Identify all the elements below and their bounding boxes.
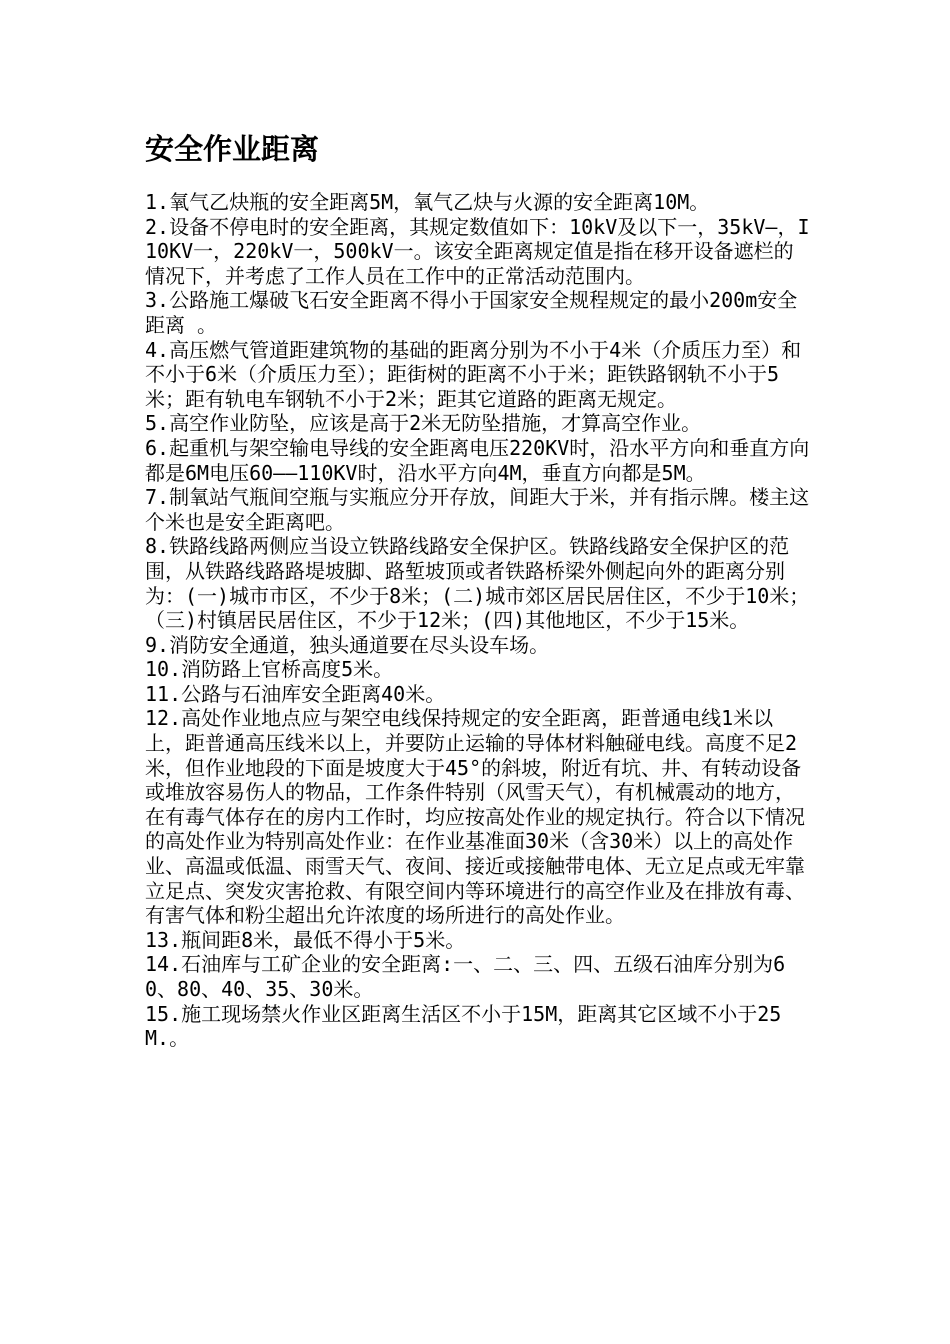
list-item: 7.制氧站气瓶间空瓶与实瓶应分开存放，间距大于米，并有指示牌。楼主这个米也是安全距离吧。 (145, 485, 810, 534)
list-item: 9.消防安全通道，独头通道要在尽头设车场。 (145, 632, 550, 657)
list-item: 1.氧气乙炔瓶的安全距离5M，氧气乙炔与火源的安全距离10M。 (145, 190, 710, 214)
list-item: 3.公路施工爆破飞石安全距离不得小于国家安全规程规定的最小200m安全距离 。 (145, 288, 798, 337)
list-item: 8.铁路线路两侧应当设立铁路线路安全保护区。铁路线路安全保护区的范围，从铁路线路路堤坡脚、路堑坡顶或者铁路桥梁外侧起向外的距离分别为：(一)城市市区，不少于8米；(二)城市郊区居民居住区，不少于10米；（三)村镇居民居住区，不少于12米；(四)其他地区，不少于15米。 (145, 534, 810, 633)
list-item: 6.起重机与架空输电导线的安全距离电压220KV时，沿水平方向和垂直方向都是6M电压60——110KV时，沿水平方向4M，垂直方向都是5M。 (145, 435, 810, 485)
list-item: 13.瓶间距8米，最低不得小于5米。 (145, 927, 466, 952)
safety-distance-list (145, 190, 813, 1051)
list-item: 11.公路与石油库安全距离40米。 (145, 681, 446, 706)
list-item: 4.高压燃气管道距建筑物的基础的距离分别为不小于4米（介质压力至）和不小于6米（介质压力至）；距街树的距离不小于米；距铁路钢轨不小于5米；距有轨电车钢轨不小于2米；距其它道路的距离无规定。 (145, 337, 802, 411)
document-title: 安全作业距离 (145, 132, 320, 166)
list-item: 2.设备不停电时的安全距离，其规定数值如下：10kV及以下一，35kV—，I10KV一，220kV一，500kV一。该安全距离规定值是指在移开设备遮栏的情况下，并考虑了工作人员在工作中的正常活动范围内。 (145, 214, 810, 288)
list-item: 14.石油库与工矿企业的安全距离:一、二、三、四、五级石油库分别为60、80、40、35、30米。 (145, 952, 786, 1001)
list-item: 10.消防路上官桥高度5米。 (145, 657, 394, 682)
list-item: 5.高空作业防坠，应该是高于2米无防坠措施，才算高空作业。 (145, 411, 702, 436)
list-item: 15.施工现场禁火作业区距离生活区不小于15M，距离其它区域不小于25M.。 (145, 1001, 782, 1051)
list-item: 12.高处作业地点应与架空电线保持规定的安全距离，距普通电线1米以上，距普通高压线米以上，并要防止运输的导体材料触碰电线。高度不足2米，但作业地段的下面是坡度大于45°的斜坡，附近有坑、井、有转动设备或堆放容易伤人的物品，工作条件特别（风雪天气），有机械震动的地方，在有毒气体存在的房内工作时，均应按高处作业的规定执行。符合以下情况的高处作业为特别高处作业：在作业基准面30米（含30米）以上的高处作业、高温或低温、雨雪天气、夜间、接近或接触带电体、无立足点或无牢靠立足点、突发灾害抢救、有限空间内等环境进行的高空作业及在排放有毒、有害气体和粉尘超出允许浓度的场所进行的高处作业。 (145, 706, 805, 928)
